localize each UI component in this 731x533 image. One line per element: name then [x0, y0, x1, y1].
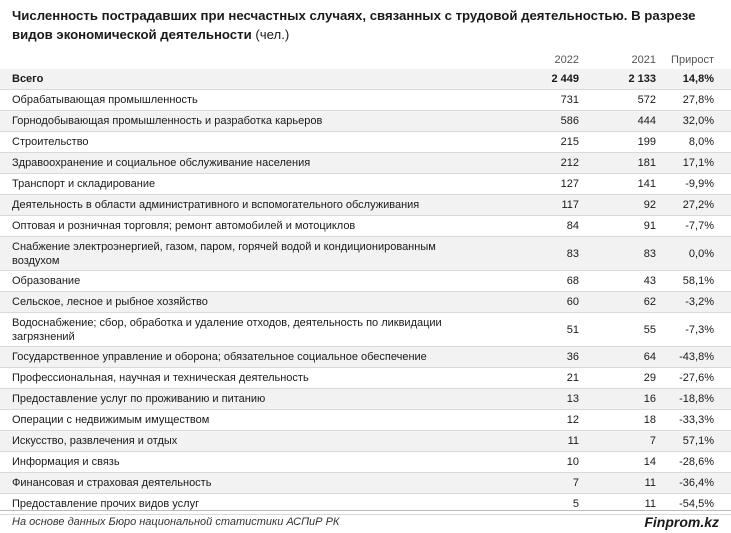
row-name: Государственное управление и оборона; обязательное социальное обеспечение — [12, 351, 427, 363]
row-name: Снабжение электроэнергией, газом, паром, горячей водой и кондиционированным воздухом — [12, 240, 436, 267]
row-value-growth: 17,1% — [682, 157, 714, 169]
row-value-2022: 10 — [566, 456, 579, 468]
row-value-growth: 57,1% — [682, 435, 714, 447]
table-row — [0, 216, 731, 237]
table-row — [0, 431, 731, 452]
row-value-2022: 5 — [572, 498, 579, 510]
row-name: Горнодобывающая промышленность и разработка карьеров — [12, 115, 323, 127]
row-value-2022: 11 — [567, 435, 579, 447]
row-value-growth: 8,0% — [688, 136, 714, 148]
row-value-2022: 731 — [560, 94, 579, 106]
row-value-2021: 43 — [643, 275, 656, 287]
row-value-growth: 27,2% — [682, 199, 714, 211]
row-value-growth: -27,6% — [679, 372, 714, 384]
row-value-2021: 62 — [643, 296, 656, 308]
table-row — [0, 473, 731, 494]
table-row — [0, 271, 731, 292]
row-value-2021: 14 — [643, 456, 656, 468]
column-header-2022: 2022 — [554, 54, 579, 66]
row-value-2021: 92 — [643, 199, 656, 211]
table-row-total — [0, 69, 731, 90]
row-value-growth: -43,8% — [679, 351, 714, 363]
table-row — [0, 389, 731, 410]
row-name: Операции с недвижимым имуществом — [12, 414, 210, 426]
row-name: Предоставление услуг по проживанию и питанию — [12, 393, 266, 405]
row-value-2021: 64 — [643, 351, 656, 363]
row-value-2022: 127 — [560, 178, 579, 190]
table-row — [0, 111, 731, 132]
row-value-2022: 215 — [560, 136, 579, 148]
row-name: Сельское, лесное и рыбное хозяйство — [12, 296, 208, 308]
row-name: Искусство, развлечения и отдых — [12, 435, 178, 447]
table-row — [0, 410, 731, 431]
row-value-2021: 2 133 — [628, 73, 656, 85]
table-row — [0, 90, 731, 111]
table-row — [0, 132, 731, 153]
row-value-2022: 212 — [560, 157, 579, 169]
brand-logo: Finprom.kz — [644, 514, 719, 530]
row-value-2021: 55 — [643, 323, 656, 336]
row-name: Водоснабжение; сбор, обработка и удаление отходов, деятельность по ликвидации загрязнений — [12, 316, 442, 343]
row-value-2021: 141 — [637, 178, 656, 190]
table-row — [0, 452, 731, 473]
row-value-growth: -18,8% — [679, 393, 714, 405]
footer — [0, 510, 731, 533]
row-value-2021: 91 — [643, 220, 656, 232]
row-value-2022: 84 — [566, 220, 579, 232]
row-value-growth: -36,4% — [679, 477, 714, 489]
title-main: Численность пострадавших при несчастных случаях, связанных с трудовой деятельностью. В разрезе видов экономической деятельности — [12, 8, 696, 42]
row-name: Строительство — [12, 136, 89, 148]
row-value-2022: 117 — [561, 199, 579, 211]
column-header-growth: Прирост — [671, 54, 714, 66]
source-note: На основе данных Бюро национальной статистики АСПиР РК — [12, 516, 340, 528]
row-value-2021: 11 — [644, 477, 656, 489]
table-row — [0, 153, 731, 174]
row-value-2021: 18 — [643, 414, 656, 426]
row-value-growth: -9,9% — [685, 178, 714, 190]
row-value-2022: 7 — [572, 477, 579, 489]
row-value-2021: 7 — [649, 435, 656, 447]
row-value-2022: 2 449 — [551, 73, 579, 85]
row-value-2022: 83 — [566, 247, 579, 260]
table-row — [0, 347, 731, 368]
table-row — [0, 313, 731, 347]
row-value-growth: 27,8% — [682, 94, 714, 106]
row-name: Профессиональная, научная и техническая деятельность — [12, 372, 309, 384]
row-value-2021: 29 — [643, 372, 656, 384]
row-value-2021: 83 — [643, 247, 656, 260]
column-header-2021: 2021 — [631, 54, 656, 66]
table-row — [0, 368, 731, 389]
row-value-growth: -33,3% — [679, 414, 714, 426]
table-body — [0, 69, 731, 515]
table-row — [0, 292, 731, 313]
row-value-growth: -54,5% — [679, 498, 714, 510]
table-header — [0, 50, 731, 69]
row-value-2022: 13 — [566, 393, 579, 405]
row-value-growth: 58,1% — [682, 275, 714, 287]
table-row — [0, 195, 731, 216]
row-value-growth: -7,7% — [685, 220, 714, 232]
row-value-growth: 0,0% — [688, 247, 714, 260]
row-name: Всего — [12, 73, 44, 85]
row-name: Оптовая и розничная торговля; ремонт автомобилей и мотоциклов — [12, 220, 356, 232]
title-unit: (чел.) — [255, 27, 290, 42]
row-name: Информация и связь — [12, 456, 120, 468]
row-name: Транспорт и складирование — [12, 178, 156, 190]
row-value-2022: 21 — [566, 372, 579, 384]
row-value-2022: 12 — [566, 414, 579, 426]
table-row — [0, 174, 731, 195]
row-value-2021: 444 — [637, 115, 656, 127]
row-value-growth: -28,6% — [679, 456, 714, 468]
row-value-2021: 199 — [637, 136, 656, 148]
row-value-2021: 572 — [637, 94, 656, 106]
row-value-2022: 60 — [566, 296, 579, 308]
row-value-growth: -7,3% — [685, 323, 714, 336]
row-name: Предоставление прочих видов услуг — [12, 498, 200, 510]
page-title — [12, 6, 724, 44]
table-row — [0, 237, 731, 271]
row-value-2022: 68 — [566, 275, 579, 287]
row-name: Финансовая и страховая деятельность — [12, 477, 212, 489]
row-value-2022: 51 — [566, 323, 579, 336]
row-value-growth: 14,8% — [682, 73, 714, 85]
row-name: Деятельность в области административного и вспомогательного обслуживания — [12, 199, 420, 211]
row-value-2021: 16 — [643, 393, 656, 405]
row-value-growth: -3,2% — [685, 296, 714, 308]
row-name: Образование — [12, 275, 81, 287]
row-name: Здравоохранение и социальное обслуживание населения — [12, 157, 311, 169]
row-value-2021: 181 — [637, 157, 656, 169]
row-value-growth: 32,0% — [682, 115, 714, 127]
row-value-2022: 586 — [560, 115, 579, 127]
row-value-2022: 36 — [566, 351, 579, 363]
row-name: Обрабатывающая промышленность — [12, 94, 198, 106]
row-value-2021: 11 — [644, 498, 656, 510]
